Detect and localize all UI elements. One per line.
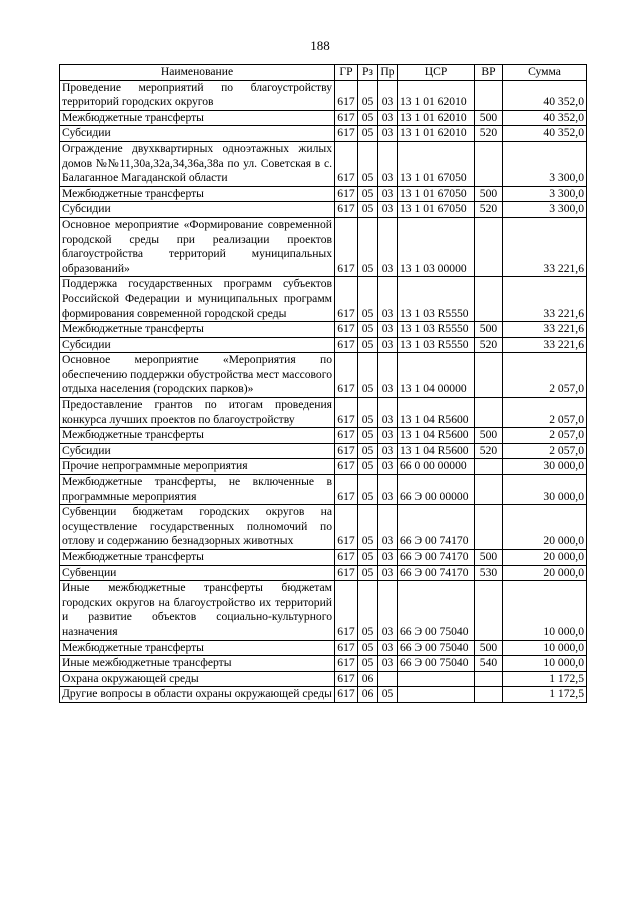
cell-sum: 1 172,5 [503, 687, 587, 703]
cell-sum: 30 000,0 [503, 459, 587, 475]
cell-csr: 13 1 03 R5550 [398, 337, 475, 353]
cell-csr: 66 Э 00 00000 [398, 475, 475, 505]
cell-rz: 05 [358, 550, 378, 566]
cell-csr: 13 1 04 R5600 [398, 443, 475, 459]
cell-gr: 617 [335, 80, 358, 110]
cell-sum: 40 352,0 [503, 80, 587, 110]
cell-gr: 617 [335, 550, 358, 566]
cell-vr [475, 475, 503, 505]
table-row [60, 80, 587, 110]
cell-sum: 2 057,0 [503, 443, 587, 459]
cell-vr: 500 [475, 550, 503, 566]
cell-gr: 617 [335, 217, 358, 276]
cell-pr: 03 [378, 80, 398, 110]
cell-gr: 617 [335, 337, 358, 353]
cell-csr: 66 Э 00 75040 [398, 581, 475, 640]
table-row [60, 565, 587, 581]
cell-gr: 617 [335, 353, 358, 398]
cell-name: Межбюджетные трансферты [60, 640, 335, 656]
table-row [60, 687, 587, 703]
table-row [60, 475, 587, 505]
cell-gr: 617 [335, 443, 358, 459]
table-row [60, 141, 587, 186]
cell-pr: 03 [378, 353, 398, 398]
cell-rz: 05 [358, 337, 378, 353]
cell-pr: 03 [378, 141, 398, 186]
cell-gr: 617 [335, 126, 358, 142]
cell-vr [475, 217, 503, 276]
cell-sum: 2 057,0 [503, 353, 587, 398]
cell-sum: 2 057,0 [503, 428, 587, 444]
cell-vr [475, 141, 503, 186]
table-row [60, 110, 587, 126]
cell-name: Иные межбюджетные трансферты [60, 656, 335, 672]
cell-csr: 66 Э 00 74170 [398, 565, 475, 581]
cell-csr: 13 1 01 67050 [398, 186, 475, 202]
cell-pr: 03 [378, 505, 398, 550]
cell-name: Субвенции [60, 565, 335, 581]
table-row [60, 217, 587, 276]
cell-gr: 617 [335, 687, 358, 703]
cell-vr [475, 687, 503, 703]
cell-vr [475, 277, 503, 322]
cell-vr [475, 671, 503, 687]
cell-rz: 05 [358, 581, 378, 640]
header-sum: Сумма [503, 65, 587, 81]
table-row [60, 398, 587, 428]
cell-vr: 500 [475, 640, 503, 656]
cell-name: Субсидии [60, 126, 335, 142]
table-body [60, 80, 587, 702]
cell-csr: 66 0 00 00000 [398, 459, 475, 475]
cell-sum: 3 300,0 [503, 202, 587, 218]
cell-csr: 13 1 01 62010 [398, 126, 475, 142]
cell-rz: 05 [358, 475, 378, 505]
table-row [60, 186, 587, 202]
cell-rz: 05 [358, 398, 378, 428]
table-row [60, 640, 587, 656]
cell-sum: 33 221,6 [503, 277, 587, 322]
cell-name: Иные межбюджетные трансферты бюджетам городских округов на благоустройство их территорий и развитие объектов социально-культурного назначения [60, 581, 335, 640]
cell-name: Основное мероприятие «Формирование современной городской среды при реализации проектов благоустройства территорий муниципальных образований» [60, 217, 335, 276]
cell-rz: 05 [358, 322, 378, 338]
cell-pr: 03 [378, 398, 398, 428]
cell-gr: 617 [335, 186, 358, 202]
cell-name: Прочие непрограммные мероприятия [60, 459, 335, 475]
cell-pr [378, 671, 398, 687]
table-row [60, 656, 587, 672]
table-row [60, 126, 587, 142]
cell-name: Субсидии [60, 202, 335, 218]
cell-rz: 05 [358, 126, 378, 142]
cell-vr [475, 353, 503, 398]
cell-gr: 617 [335, 459, 358, 475]
cell-vr: 520 [475, 443, 503, 459]
cell-vr [475, 80, 503, 110]
table-row [60, 353, 587, 398]
cell-vr: 540 [475, 656, 503, 672]
cell-csr [398, 671, 475, 687]
cell-gr: 617 [335, 505, 358, 550]
cell-rz: 05 [358, 186, 378, 202]
page-number: 188 [310, 38, 330, 53]
cell-sum: 40 352,0 [503, 126, 587, 142]
cell-vr [475, 459, 503, 475]
cell-pr: 03 [378, 550, 398, 566]
cell-csr: 66 Э 00 75040 [398, 656, 475, 672]
budget-table [59, 64, 587, 703]
cell-rz: 05 [358, 656, 378, 672]
header-row [60, 65, 587, 81]
cell-rz: 05 [358, 80, 378, 110]
cell-pr: 03 [378, 581, 398, 640]
cell-sum: 33 221,6 [503, 217, 587, 276]
cell-rz: 06 [358, 687, 378, 703]
cell-pr: 03 [378, 475, 398, 505]
cell-name: Межбюджетные трансферты [60, 550, 335, 566]
cell-gr: 617 [335, 671, 358, 687]
cell-name: Предоставление грантов по итогам проведения конкурса лучших проектов по благоустройству [60, 398, 335, 428]
cell-rz: 06 [358, 671, 378, 687]
cell-pr: 03 [378, 202, 398, 218]
cell-rz: 05 [358, 428, 378, 444]
cell-sum: 33 221,6 [503, 322, 587, 338]
cell-csr: 13 1 01 62010 [398, 110, 475, 126]
cell-name: Поддержка государственных программ субъектов Российской Федерации и муниципальных программ формирования современной городской среды [60, 277, 335, 322]
cell-sum: 10 000,0 [503, 656, 587, 672]
cell-vr [475, 398, 503, 428]
cell-rz: 05 [358, 505, 378, 550]
header-pr: Пр [378, 65, 398, 81]
table-row [60, 202, 587, 218]
cell-sum: 10 000,0 [503, 640, 587, 656]
cell-gr: 617 [335, 640, 358, 656]
cell-gr: 617 [335, 428, 358, 444]
cell-vr: 520 [475, 337, 503, 353]
cell-vr [475, 505, 503, 550]
table-header [60, 65, 587, 81]
cell-sum: 1 172,5 [503, 671, 587, 687]
cell-vr: 520 [475, 126, 503, 142]
table-row [60, 322, 587, 338]
cell-gr: 617 [335, 656, 358, 672]
cell-csr: 66 Э 00 74170 [398, 505, 475, 550]
cell-pr: 03 [378, 186, 398, 202]
cell-sum: 40 352,0 [503, 110, 587, 126]
cell-name: Межбюджетные трансферты [60, 186, 335, 202]
cell-csr: 66 Э 00 75040 [398, 640, 475, 656]
cell-csr: 13 1 01 67050 [398, 141, 475, 186]
cell-csr: 13 1 03 R5550 [398, 277, 475, 322]
cell-csr: 66 Э 00 74170 [398, 550, 475, 566]
cell-sum: 2 057,0 [503, 398, 587, 428]
cell-gr: 617 [335, 277, 358, 322]
cell-csr [398, 687, 475, 703]
header-gr: ГР [335, 65, 358, 81]
table-row [60, 277, 587, 322]
cell-pr: 03 [378, 337, 398, 353]
cell-pr: 03 [378, 443, 398, 459]
cell-csr: 13 1 03 R5550 [398, 322, 475, 338]
cell-sum: 30 000,0 [503, 475, 587, 505]
cell-pr: 03 [378, 126, 398, 142]
cell-csr: 13 1 04 R5600 [398, 398, 475, 428]
cell-name: Субвенции бюджетам городских округов на осуществление государственных полномочий по отлову и содержанию безнадзорных животных [60, 505, 335, 550]
cell-pr: 05 [378, 687, 398, 703]
cell-pr: 03 [378, 322, 398, 338]
cell-name: Субсидии [60, 443, 335, 459]
cell-gr: 617 [335, 202, 358, 218]
cell-gr: 617 [335, 565, 358, 581]
cell-name: Межбюджетные трансферты, не включенные в программные мероприятия [60, 475, 335, 505]
cell-pr: 03 [378, 656, 398, 672]
cell-rz: 05 [358, 353, 378, 398]
cell-name: Субсидии [60, 337, 335, 353]
cell-pr: 03 [378, 565, 398, 581]
cell-csr: 13 1 04 R5600 [398, 428, 475, 444]
cell-vr [475, 581, 503, 640]
cell-sum: 33 221,6 [503, 337, 587, 353]
cell-pr: 03 [378, 640, 398, 656]
cell-sum: 3 300,0 [503, 186, 587, 202]
table-row [60, 337, 587, 353]
cell-csr: 13 1 01 67050 [398, 202, 475, 218]
cell-name: Основное мероприятие «Мероприятия по обеспечению поддержки обустройства мест массового отдыха населения (городских парков)» [60, 353, 335, 398]
cell-gr: 617 [335, 110, 358, 126]
cell-rz: 05 [358, 217, 378, 276]
table-row [60, 550, 587, 566]
cell-sum: 10 000,0 [503, 581, 587, 640]
cell-name: Проведение мероприятий по благоустройству территорий городских округов [60, 80, 335, 110]
cell-rz: 05 [358, 459, 378, 475]
cell-name: Ограждение двухквартирных одноэтажных жилых домов №№11,30а,32а,34,36а,38а по ул. Советская в с. Балаганное Магаданской области [60, 141, 335, 186]
cell-name: Другие вопросы в области охраны окружающей среды [60, 687, 335, 703]
cell-rz: 05 [358, 141, 378, 186]
cell-csr: 13 1 03 00000 [398, 217, 475, 276]
header-vr: ВР [475, 65, 503, 81]
cell-name: Межбюджетные трансферты [60, 428, 335, 444]
cell-csr: 13 1 04 00000 [398, 353, 475, 398]
header-rz: Рз [358, 65, 378, 81]
cell-name: Охрана окружающей среды [60, 671, 335, 687]
cell-rz: 05 [358, 443, 378, 459]
cell-name: Межбюджетные трансферты [60, 322, 335, 338]
table-row [60, 505, 587, 550]
cell-sum: 20 000,0 [503, 505, 587, 550]
cell-rz: 05 [358, 110, 378, 126]
cell-sum: 20 000,0 [503, 565, 587, 581]
cell-vr: 500 [475, 110, 503, 126]
cell-rz: 05 [358, 640, 378, 656]
cell-rz: 05 [358, 277, 378, 322]
cell-pr: 03 [378, 217, 398, 276]
header-csr: ЦСР [398, 65, 475, 81]
cell-gr: 617 [335, 398, 358, 428]
cell-vr: 500 [475, 322, 503, 338]
cell-rz: 05 [358, 565, 378, 581]
cell-pr: 03 [378, 459, 398, 475]
table-row [60, 443, 587, 459]
cell-rz: 05 [358, 202, 378, 218]
cell-csr: 13 1 01 62010 [398, 80, 475, 110]
cell-gr: 617 [335, 141, 358, 186]
table-row [60, 459, 587, 475]
cell-sum: 20 000,0 [503, 550, 587, 566]
cell-gr: 617 [335, 581, 358, 640]
cell-gr: 617 [335, 322, 358, 338]
table-row [60, 671, 587, 687]
cell-gr: 617 [335, 475, 358, 505]
cell-vr: 530 [475, 565, 503, 581]
cell-sum: 3 300,0 [503, 141, 587, 186]
cell-name: Межбюджетные трансферты [60, 110, 335, 126]
header-name: Наименование [60, 65, 335, 81]
table-row [60, 581, 587, 640]
cell-vr: 520 [475, 202, 503, 218]
cell-pr: 03 [378, 110, 398, 126]
cell-vr: 500 [475, 186, 503, 202]
cell-pr: 03 [378, 428, 398, 444]
cell-vr: 500 [475, 428, 503, 444]
table-row [60, 428, 587, 444]
cell-pr: 03 [378, 277, 398, 322]
